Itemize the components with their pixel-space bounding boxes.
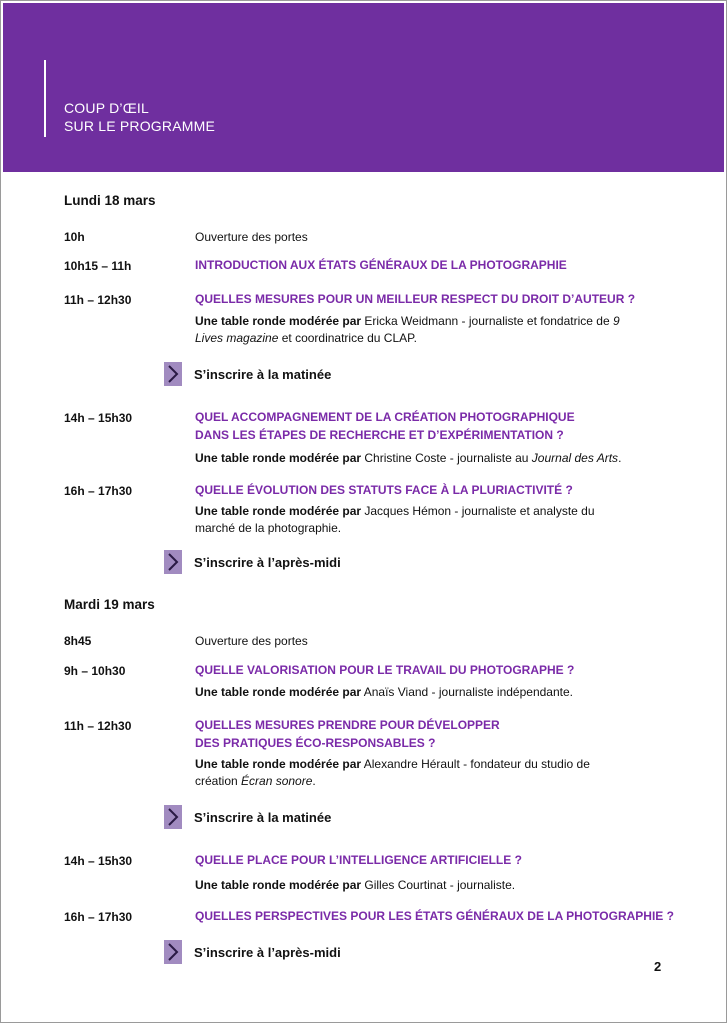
register-label: S’inscrire à l’après-midi [194, 554, 341, 570]
slot-time: 10h15 – 11h [64, 259, 132, 273]
register-label: S’inscrire à la matinée [194, 366, 332, 382]
session-title [195, 408, 575, 444]
register-label: S’inscrire à la matinée [194, 809, 332, 825]
session-title [195, 907, 674, 925]
description-tail: . [618, 451, 622, 465]
session-title [195, 716, 500, 752]
moderator-label: Une table ronde modérée par [195, 504, 362, 518]
page-title-line-2: SUR LE PROGRAMME [64, 118, 215, 134]
register-morning-button[interactable] [164, 805, 331, 829]
slot-time: 11h – 12h30 [64, 719, 132, 733]
session-title-line: QUELLE ÉVOLUTION DES STATUTS FACE À LA PLURIACTIVITÉ ? [195, 483, 573, 497]
session-title [195, 851, 522, 869]
page-number: 2 [654, 959, 662, 974]
slot-time: 14h – 15h30 [64, 854, 133, 868]
chevron-right-icon [164, 550, 182, 574]
header-divider [44, 60, 46, 137]
description-italic: 9 Lives magazine [195, 314, 620, 345]
session-title [195, 481, 573, 499]
moderator-label: Une table ronde modérée par [195, 685, 362, 699]
session-title-line: QUELLES MESURES PRENDRE POUR DÉVELOPPER [195, 718, 500, 732]
session-title-line: INTRODUCTION AUX ÉTATS GÉNÉRAUX DE LA PHOTOGRAPHIE [195, 258, 567, 272]
session-title-line: QUELLES MESURES POUR UN MEILLEUR RESPECT DU DROIT D’AUTEUR ? [195, 292, 636, 306]
session-description [195, 313, 650, 347]
session-title-line: DANS LES ÉTAPES DE RECHERCHE ET D’EXPÉRIMENTATION ? [195, 428, 564, 442]
session-description [195, 450, 665, 467]
session-title-line: QUELLE VALORISATION POUR LE TRAVAIL DU PHOTOGRAPHE ? [195, 663, 575, 677]
day-heading-monday: Lundi 18 mars [64, 193, 156, 208]
header-banner [3, 3, 724, 172]
description-tail: . [312, 774, 316, 788]
description-italic: Écran sonore [241, 774, 313, 788]
session-description [195, 684, 665, 701]
slot-time: 10h [64, 230, 85, 244]
register-afternoon-button[interactable] [164, 940, 341, 964]
session-title [195, 661, 574, 679]
moderator-label: Une table ronde modérée par [195, 451, 362, 465]
slot-text: Ouverture des portes [195, 634, 308, 648]
register-afternoon-button[interactable] [164, 550, 341, 574]
slot-time: 16h – 17h30 [64, 484, 133, 498]
description-text: Christine Coste - journaliste au [361, 451, 532, 465]
day-heading-tuesday: Mardi 19 mars [64, 597, 155, 612]
session-title-line: QUEL ACCOMPAGNEMENT DE LA CRÉATION PHOTOGRAPHIQUE [195, 410, 575, 424]
description-text: Alexandre Hérault - fondateur du studio de création [195, 757, 590, 788]
moderator-label: Une table ronde modérée par [195, 878, 362, 892]
session-description [195, 877, 665, 894]
slot-time: 9h – 10h30 [64, 664, 126, 678]
page-title-line-1: COUP D’ŒIL [64, 100, 149, 116]
description-text: Gilles Courtinat - journaliste. [361, 878, 516, 892]
page-title [64, 99, 215, 135]
register-label: S’inscrire à l’après-midi [194, 944, 341, 960]
session-title [195, 290, 635, 308]
slot-time: 14h – 15h30 [64, 411, 133, 425]
slot-time: 11h – 12h30 [64, 293, 132, 307]
description-tail: et coordinatrice du CLAP. [278, 331, 417, 345]
slot-time: 8h45 [64, 634, 92, 648]
session-title-line: DES PRATIQUES ÉCO-RESPONSABLES ? [195, 736, 436, 750]
session-description [195, 756, 615, 790]
chevron-right-icon [164, 940, 182, 964]
chevron-right-icon [164, 805, 182, 829]
moderator-label: Une table ronde modérée par [195, 757, 362, 771]
register-morning-button[interactable] [164, 362, 331, 386]
session-description [195, 503, 635, 537]
description-text: Ericka Weidmann - journaliste et fondatrice de [361, 314, 613, 328]
slot-time: 16h – 17h30 [64, 910, 133, 924]
description-text: Jacques Hémon - journaliste et analyste du marché de la photographie. [195, 504, 595, 535]
session-title-line: QUELLE PLACE POUR L’INTELLIGENCE ARTIFICIELLE ? [195, 853, 522, 867]
slot-text: Ouverture des portes [195, 230, 308, 244]
description-text: Anaïs Viand - journaliste indépendante. [361, 685, 573, 699]
chevron-right-icon [164, 362, 182, 386]
description-italic: Journal des Arts [531, 451, 619, 465]
session-title-line: QUELLES PERSPECTIVES POUR LES ÉTATS GÉNÉRAUX DE LA PHOTOGRAPHIE ? [195, 909, 674, 923]
moderator-label: Une table ronde modérée par [195, 314, 362, 328]
session-title [195, 256, 567, 274]
